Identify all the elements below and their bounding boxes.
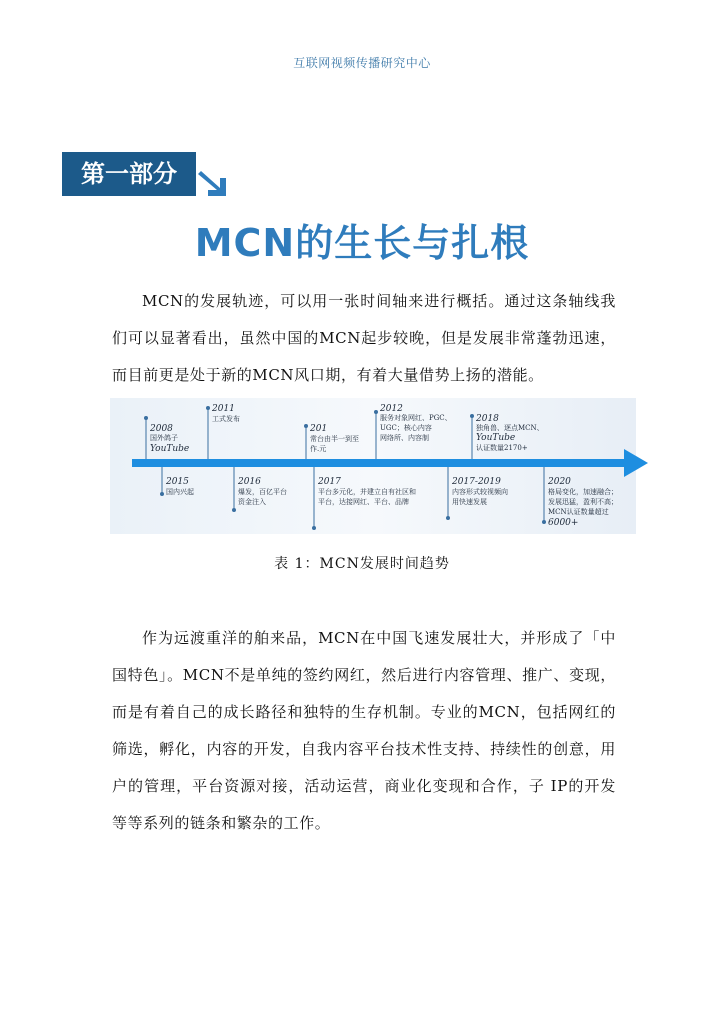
- svg-text:格局变化，加速融合；: 格局变化，加速融合；: [548, 488, 618, 496]
- svg-text:MCN认证数量超过: MCN认证数量超过: [548, 508, 609, 516]
- svg-text:2012: 2012: [380, 404, 403, 414]
- page-header: 互联网视频传播研究中心: [293, 56, 431, 70]
- svg-text:常台由半一到至: 常台由半一到至: [310, 435, 359, 443]
- body-paragraph: 作为远渡重洋的舶来品，MCN在中国飞速发展壮大，并形成了「中国特色」。MCN不是单纯的签约网红，然后进行内容管理、推广、变现，而是有着自己的成长路径和独特的生存机制。专业的MCN，包括网红的筛选，孵化，内容的开发，自我内容平台技术性支持、持续性的创意，用户的管理，平台资源对接，活动运营，商业化变现和合作，子 IP的开发等等系列的链条和繁杂的工作。: [112, 629, 616, 832]
- main-title: MCN的生长与扎根: [194, 221, 530, 265]
- svg-text:平台多元化，并建立自有社区和: 平台多元化，并建立自有社区和: [318, 488, 416, 496]
- svg-text:资金注入: 资金注入: [238, 498, 266, 506]
- svg-text:2008: 2008: [150, 424, 173, 434]
- timeline-figure: [110, 398, 650, 534]
- svg-text:用快速发展: 用快速发展: [452, 498, 487, 506]
- svg-text:独角兽、逐点MCN、: 独角兽、逐点MCN、: [476, 424, 544, 432]
- timeline-graphic: [110, 398, 650, 534]
- svg-text:平台，达接网红、平台、品牌: 平台，达接网红、平台、品牌: [318, 498, 409, 506]
- svg-text:网络所、内容制: 网络所、内容制: [380, 434, 429, 442]
- svg-text:内容形式较视频向: 内容形式较视频向: [452, 488, 508, 496]
- arrow-down-right-icon: [198, 168, 230, 198]
- svg-text:YouTube: YouTube: [150, 444, 190, 454]
- svg-text:2017: 2017: [318, 477, 341, 487]
- svg-text:爆发，百亿平台: 爆发，百亿平台: [238, 488, 287, 496]
- intro-paragraph: MCN的发展轨迹，可以用一张时间轴来进行概括。通过这条轴线我们可以显著看出，虽然中国的MCN起步较晚，但是发展非常蓬勃迅速，而目前更是处于新的MCN风口期，有着大量借势上扬的潜能。: [112, 292, 616, 384]
- svg-text:2017-2019: 2017-2019: [452, 477, 501, 487]
- svg-text:2018: 2018: [476, 414, 499, 424]
- svg-text:国内兴起: 国内兴起: [166, 488, 194, 496]
- svg-text:2015: 2015: [166, 477, 189, 487]
- svg-text:6000+: 6000+: [548, 518, 579, 528]
- svg-text:服务对象网红、PGC、: 服务对象网红、PGC、: [380, 414, 452, 422]
- svg-text:2020: 2020: [548, 477, 571, 487]
- svg-text:认证数量2170+: 认证数量2170+: [476, 444, 528, 452]
- svg-text:2016: 2016: [238, 477, 261, 487]
- svg-text:2011: 2011: [212, 404, 235, 414]
- svg-text:作.元: 作.元: [310, 445, 327, 453]
- svg-text:YouTube: YouTube: [476, 433, 516, 443]
- svg-text:UGC；核心内容: UGC；核心内容: [380, 424, 432, 432]
- section-tag: 第一部分: [62, 152, 196, 196]
- svg-text:国外鸽子: 国外鸽子: [150, 434, 178, 442]
- figure-caption: 表 1：MCN发展时间趋势: [274, 556, 450, 572]
- svg-text:201: 201: [310, 424, 328, 434]
- timeline-axis: [132, 459, 626, 467]
- svg-text:工式发布: 工式发布: [212, 415, 240, 423]
- svg-text:发展迅猛，盈利不高；: 发展迅猛，盈利不高；: [548, 498, 618, 506]
